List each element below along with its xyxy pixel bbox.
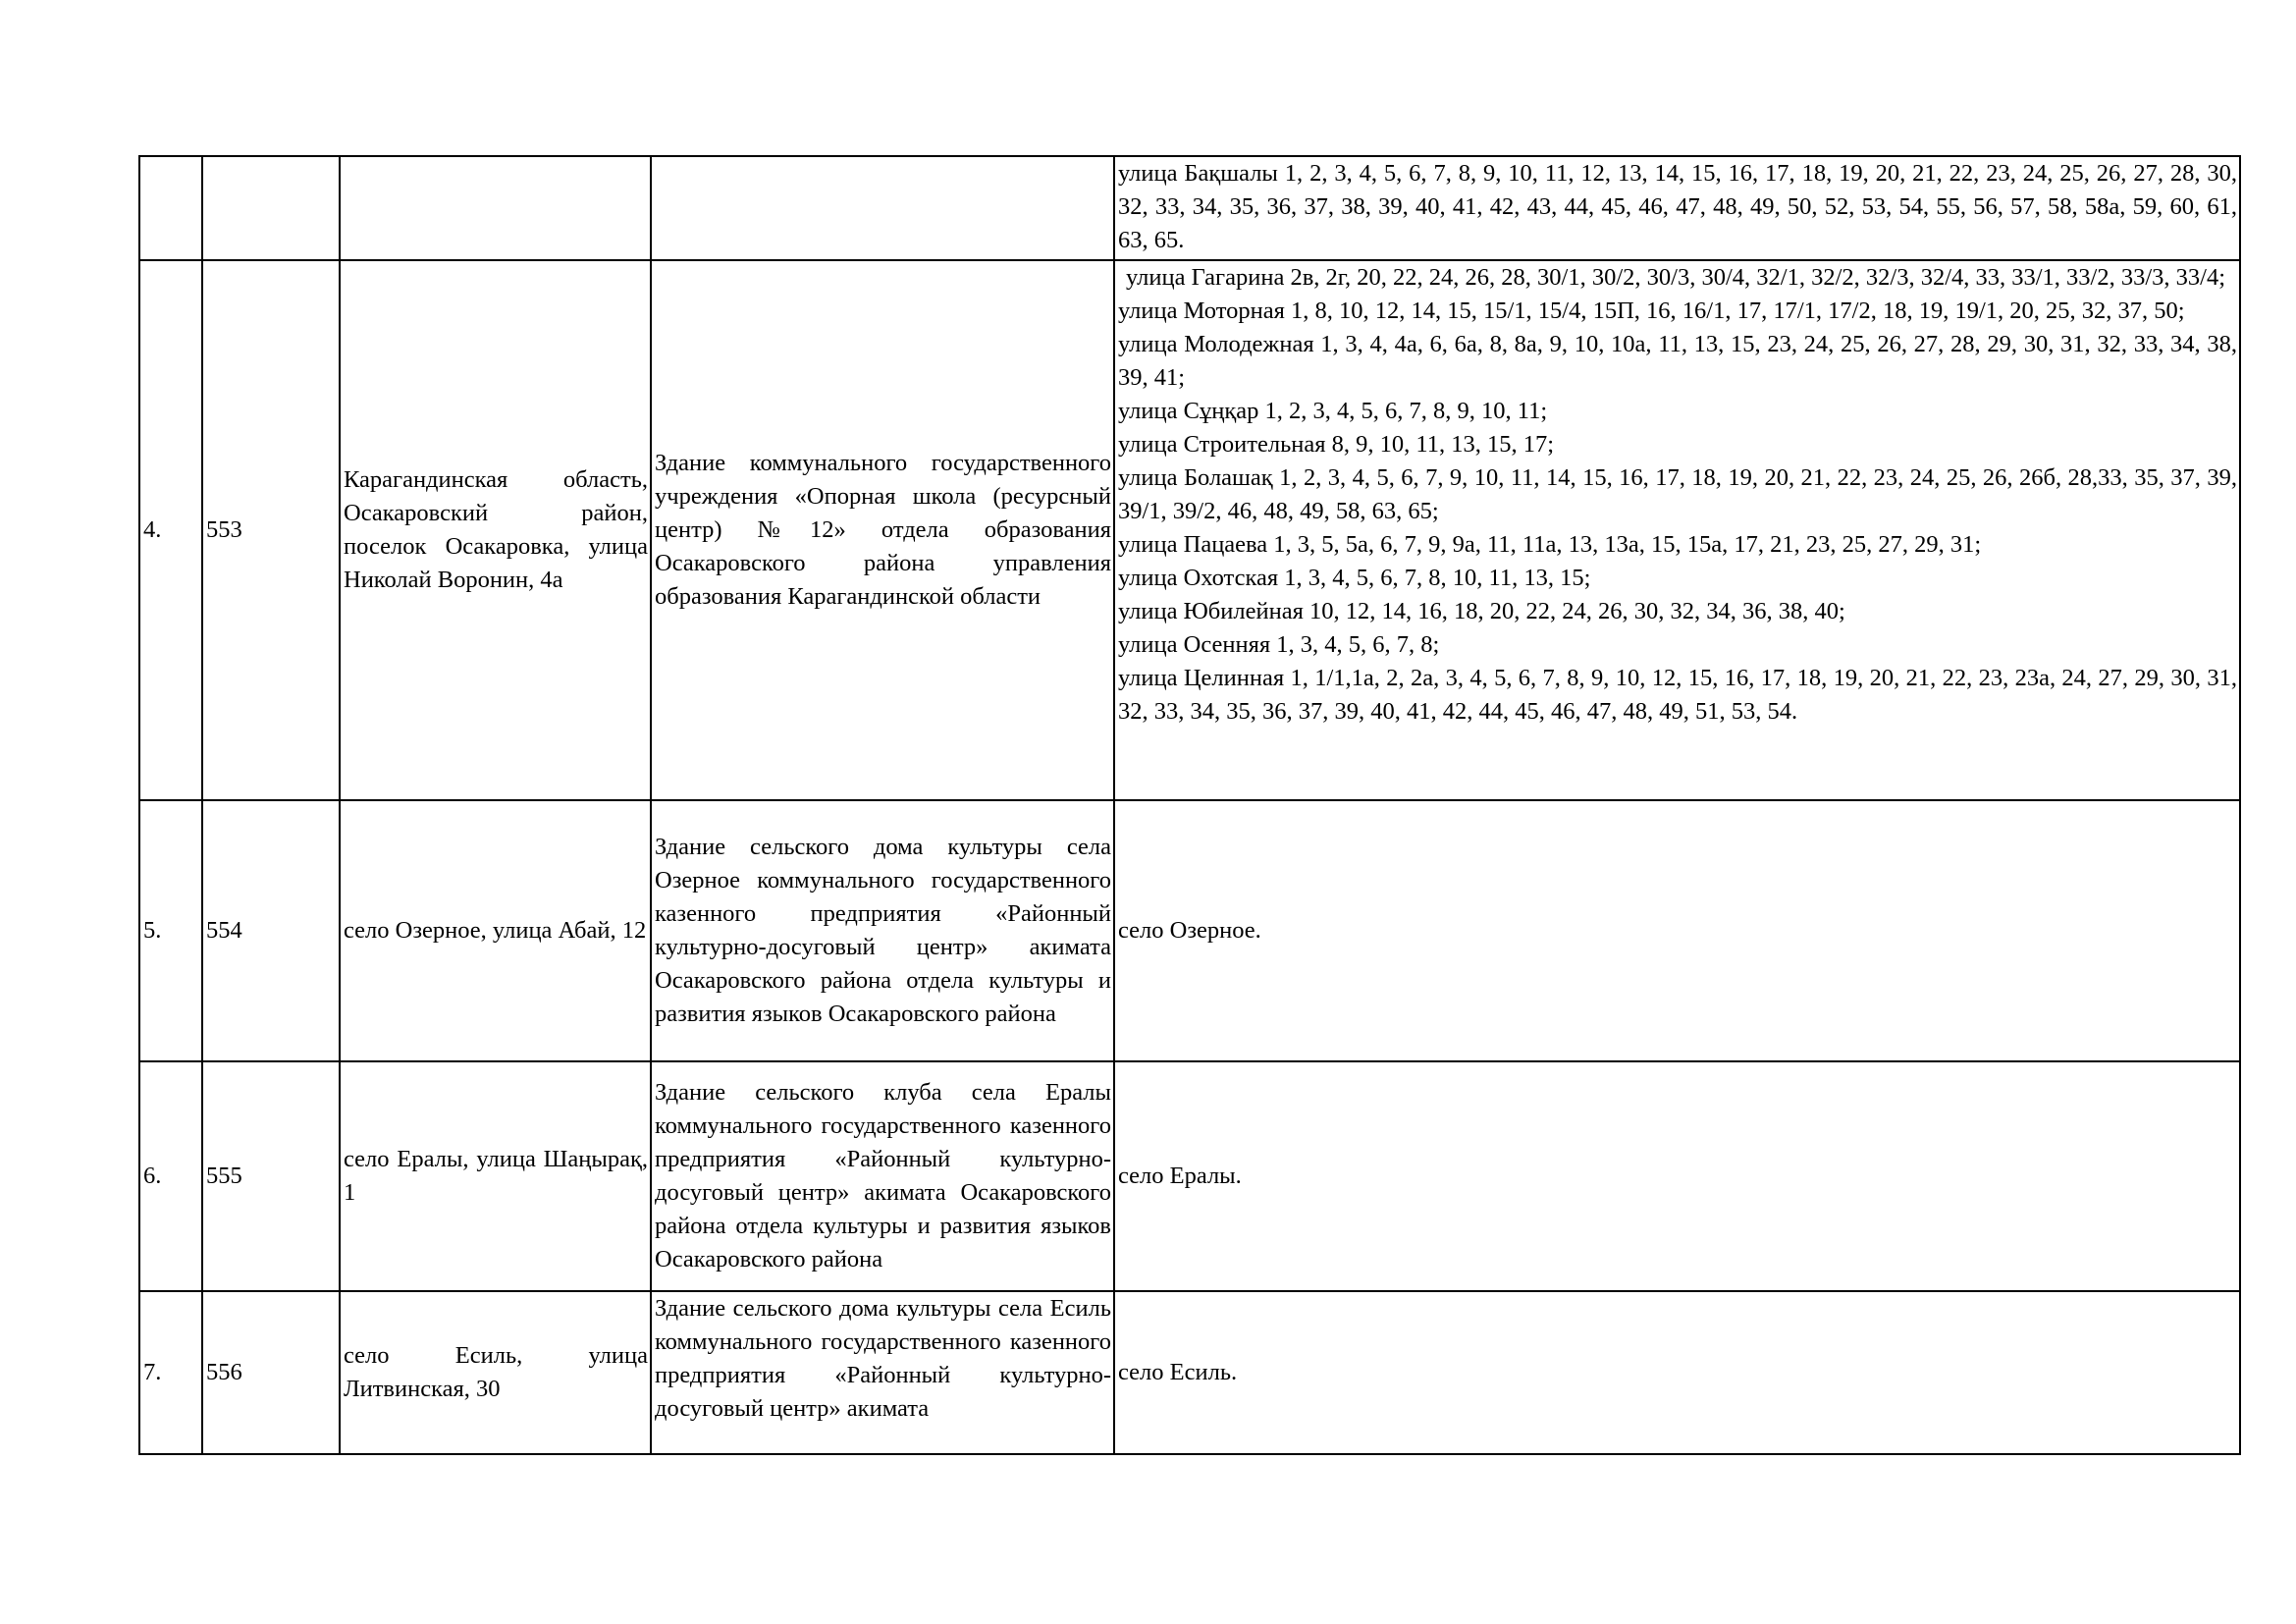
- station-code-cell: 555: [202, 1061, 340, 1291]
- street-entry: улица Охотская 1, 3, 4, 5, 6, 7, 8, 10, 11, 13, 15;: [1118, 565, 1591, 591]
- row-number-cell: 4.: [139, 260, 202, 800]
- station-code-cell: [202, 156, 340, 260]
- address-cell: село Есиль, улица Литвинская, 30: [340, 1291, 651, 1454]
- building-cell: Здание сельского дома культуры села Озерное коммунального государственного казенного предприятия «Районный культурно-досуговый центр» акимата Осакаровского района отдела культуры и развития языков Осакаровского района: [651, 800, 1114, 1061]
- streets-cell: [1114, 156, 2240, 260]
- row-number-cell: 6.: [139, 1061, 202, 1291]
- street-entry: улица Бақшалы 1, 2, 3, 4, 5, 6, 7, 8, 9, 10, 11, 12, 13, 14, 15, 16, 17, 18, 19, 20, 21, 22, 23, 24, 25, 26, 27, 28, 30, 32, 33, 34, 35, 36, 37, 38, 39, 40, 41, 42, 43, 44, 45, 46, 47, 48, 49, 50, 52, 53, 54, 55, 56, 57, 58, 58а, 59, 60, 61, 63, 65.: [1118, 160, 2237, 253]
- street-entry: село Есиль.: [1118, 1359, 1238, 1385]
- street-entry: улица Целинная 1, 1/1,1а, 2, 2а, 3, 4, 5, 6, 7, 8, 9, 10, 12, 15, 16, 17, 18, 19, 20, 21, 22, 23, 23а, 24, 27, 29, 30, 31, 32, 33, 34, 35, 36, 37, 39, 40, 41, 42, 44, 45, 46, 47, 48, 49, 51, 53, 54.: [1118, 665, 2237, 725]
- building-cell: Здание коммунального государственного учреждения «Опорная школа (ресурсный центр) №12» отдела образования Осакаровского района управления образования Карагандинской области: [651, 260, 1114, 800]
- station-code-cell: 554: [202, 800, 340, 1061]
- streets-cell: [1114, 260, 2240, 800]
- station-code-cell: 556: [202, 1291, 340, 1454]
- street-entry: село Ералы.: [1118, 1163, 1242, 1189]
- address-cell: село Озерное, улица Абай, 12: [340, 800, 651, 1061]
- street-entry: улица Юбилейная 10, 12, 14, 16, 18, 20, 22, 24, 26, 30, 32, 34, 36, 38, 40;: [1118, 598, 1845, 624]
- street-entry: улица Строительная 8, 9, 10, 11, 13, 15, 17;: [1118, 431, 1555, 458]
- building-cell: [651, 156, 1114, 260]
- street-entry: село Озерное.: [1118, 917, 1261, 944]
- polling-stations-table: [138, 155, 2241, 1455]
- table-row: [139, 1061, 2240, 1291]
- street-entry: улица Болашақ 1, 2, 3, 4, 5, 6, 7, 9, 10, 11, 14, 15, 16, 17, 18, 19, 20, 21, 22, 23, 24, 25, 26, 26б, 28,33, 35, 37, 39, 39/1, 39/2, 46, 48, 49, 58, 63, 65;: [1118, 464, 2237, 524]
- streets-cell: [1114, 1061, 2240, 1291]
- building-cell: Здание сельского дома культуры села Есиль коммунального государственного казенного предприятия «Районный культурно-досуговый центр» акимата: [651, 1291, 1114, 1454]
- station-code-cell: 553: [202, 260, 340, 800]
- table-row: [139, 260, 2240, 800]
- address-cell: [340, 156, 651, 260]
- address-cell: Карагандинская область, Осакаровский район, поселок Осакаровка, улица Николай Воронин, 4а: [340, 260, 651, 800]
- streets-cell: [1114, 800, 2240, 1061]
- row-number-cell: 7.: [139, 1291, 202, 1454]
- street-entry: улица Моторная 1, 8, 10, 12, 14, 15, 15/1, 15/4, 15П, 16, 16/1, 17, 17/1, 17/2, 18, 19, 19/1, 20, 25, 32, 37, 50;: [1118, 298, 2185, 324]
- street-entry: улица Осенняя 1, 3, 4, 5, 6, 7, 8;: [1118, 631, 1440, 658]
- street-entry: улица Молодежная 1, 3, 4, 4а, 6, 6а, 8, 8а, 9, 10, 10а, 11, 13, 15, 23, 24, 25, 26, 27, 28, 29, 30, 31, 32, 33, 34, 38, 39, 41;: [1118, 331, 2237, 391]
- row-number-cell: 5.: [139, 800, 202, 1061]
- address-cell: село Ералы, улица Шаңырақ, 1: [340, 1061, 651, 1291]
- building-cell: Здание сельского клуба села Ералы коммунального государственного казенного предприятия «Районный культурно-досуговый центр» акимата Осакаровского района отдела культуры и развития языков Осакаровского района: [651, 1061, 1114, 1291]
- table-row: [139, 156, 2240, 260]
- table-row: [139, 800, 2240, 1061]
- street-entry: улица Сұңқар 1, 2, 3, 4, 5, 6, 7, 8, 9, 10, 11;: [1118, 398, 1548, 424]
- row-number-cell: [139, 156, 202, 260]
- street-entry: улица Гагарина 2в, 2г, 20, 22, 24, 26, 28, 30/1, 30/2, 30/3, 30/4, 32/1, 32/2, 32/3, 32/4, 33, 33/1, 33/2, 33/3, 33/4;: [1126, 264, 2226, 291]
- streets-cell: [1114, 1291, 2240, 1454]
- table-row: [139, 1291, 2240, 1454]
- street-entry: улица Пацаева 1, 3, 5, 5а, 6, 7, 9, 9а, 11, 11а, 13, 13а, 15, 15а, 17, 21, 23, 25, 27, 29, 31;: [1118, 531, 1982, 558]
